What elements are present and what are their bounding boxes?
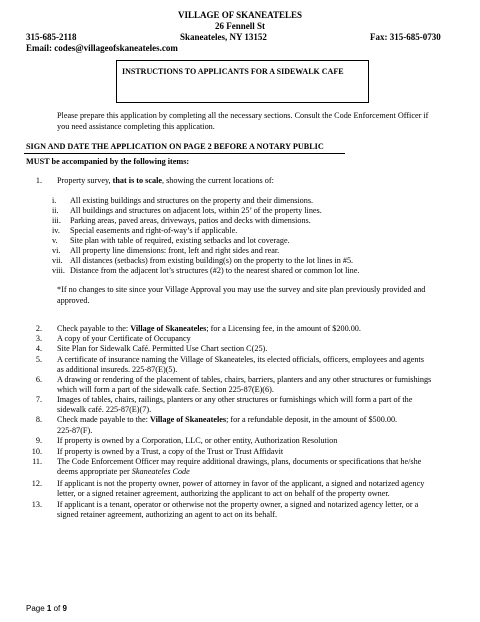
item-6-text: A drawing or rendering of the placement of tables, chairs, barriers, planters and any other structures or furnishings [57,375,432,384]
item-5-text: A certificate of insurance naming the Village of Skaneateles, its elected officials, officers, employees and agents [57,355,424,364]
subitem-number: vii. [52,256,63,265]
item-number: 12. [31,479,42,488]
subitem-number: ii. [52,206,59,215]
subitem-text: All distances (setbacks) from existing building(s) on the property to the lot lines in #5. [70,256,354,265]
item-3-text: A copy of your Certificate of Occupancy [57,334,191,343]
item-8-text-cont: 225-87(F). [57,426,93,435]
item-5-text-cont: as additional insureds. 225-87(E)(5). [57,365,178,374]
item-11-text-cont: deems appropriate per Skaneateles Code [57,467,190,476]
item-11-text: The Code Enforcement Officer may require additional drawings, plans, documents or specifications that he/she [57,457,422,466]
item-number: 6. [35,375,42,384]
sign-heading: SIGN AND DATE THE APPLICATION ON PAGE 2 BEFORE A NOTARY PUBLIC [26,142,324,151]
item-number: 4. [35,344,42,353]
subitem-number: v. [52,236,58,245]
item-6-text-cont: which will form a part of the sidewalk cafe. Section 225-87(E)(6). [57,385,274,394]
item-1-text: Property survey, that is to scale, showing the current locations of: [57,176,274,185]
subitem-number: i. [52,196,57,205]
item-13-text-cont: signed retainer agreement, authorizing an agent to act on its behalf. [57,510,278,519]
subitem-text: All property line dimensions: front, left and right sides and rear. [70,246,280,255]
item-number: 7. [35,395,42,404]
item-7-text-cont: sidewalk café. 225-87(E)(7). [57,405,152,414]
subitem-number: viii. [52,266,65,275]
subitem-text: Site plan with table of required, existing setbacks and lot coverage. [70,236,290,245]
heading-underline [24,153,345,154]
item-12-text: If applicant is not the property owner, power of attorney in favor of the applicant, a signed and notarized agency [57,479,425,488]
subitem-text: Special easements and right-of-way’s if applicable. [70,226,238,235]
item-13-text: If applicant is a tenant, operator or otherwise not the property owner, a signed and notarized agency letter, or a [57,500,419,509]
subitem-number: iv. [52,226,60,235]
subitem-number: iii. [52,216,61,225]
item-8-text: Check made payable to the: Village of Skaneateles; for a refundable deposit, in the amount of $500.00. [57,415,398,424]
document-title: INSTRUCTIONS TO APPLICANTS FOR A SIDEWALK CAFE [122,67,344,76]
street-address: 26 Fennell St [214,21,265,31]
item-number: 1. [35,176,42,185]
subitem-text: All buildings and structures on adjacent lots, within 25’ of the property lines. [70,206,322,215]
item-12-text-cont: letter, or a signed retainer agreement, authorizing the applicant to act on behalf of the property owner. [57,489,390,498]
page-indicator: Page 1 of 9 [26,604,67,613]
subitem-text: All existing buildings and structures on the property and their dimensions. [70,196,314,205]
item-number: 5. [35,355,42,364]
subitem-text: Parking areas, paved areas, driveways, patios and decks with dimensions. [70,216,311,225]
subitem-text: Distance from the adjacent lot’s structures (#2) to the nearest shared or common lot line. [70,266,360,275]
item-7-text: Images of tables, chairs, railings, planters or any other structures or furnishings which will form a part of the [57,395,413,404]
intro-line-1: Please prepare this application by completing all the necessary sections. Consult the Code Enforcement Officer if [57,111,429,120]
fax-number: Fax: 315-685-0730 [370,32,441,42]
title-box [116,60,369,103]
item-9-text: If property is owned by a Corporation, LLC, or other entity, Authorization Resolution [57,436,338,445]
email-address: Email: codes@villageofskaneateles.com [26,43,178,53]
phone-number: 315-685-2118 [26,32,77,42]
item-10-text: If property is owned by a Trust, a copy of the Trust or Trust Affidavit [57,447,284,456]
note-line-1: *If no changes to site since your Village Approval you may use the survey and site plan previously provided and [57,285,426,294]
must-heading: MUST be accompanied by the following items: [26,157,190,166]
item-number: 8. [35,415,42,424]
item-number: 11. [32,457,42,466]
intro-line-2: you need assistance completing this application. [57,122,215,131]
subitem-number: vi. [52,246,61,255]
village-name: VILLAGE OF SKANEATELES [177,10,303,20]
item-number: 10. [31,447,42,456]
item-number: 2. [35,324,42,333]
item-4-text: Site Plan for Sidewalk Café. Permitted Use Chart section C(25). [57,344,268,353]
item-2-text: Check payable to the: Village of Skaneateles; for a Licensing fee, in the amount of $200.00. [57,324,361,333]
item-number: 3. [35,334,42,343]
item-number: 13. [31,500,42,509]
note-line-2: approved. [57,296,90,305]
city-state-zip: Skaneateles, NY 13152 [180,32,267,42]
item-number: 9. [35,436,42,445]
